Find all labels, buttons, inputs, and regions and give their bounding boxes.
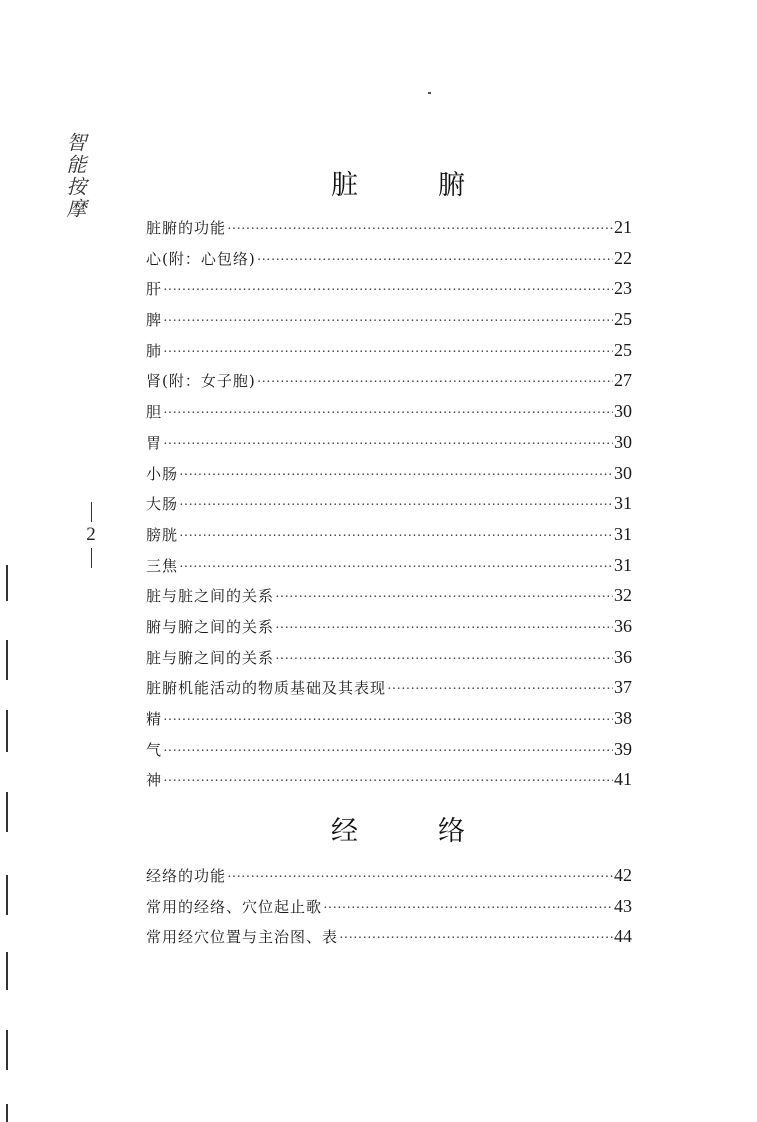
toc-section-jingluo [146, 812, 632, 952]
toc-entry-page: 42 [614, 865, 632, 885]
toc-entry[interactable] [146, 212, 632, 243]
binding-edge-mark [6, 875, 8, 915]
section-heading-left: 经 [331, 816, 358, 847]
toc-entry-page: 25 [614, 309, 632, 330]
toc-entry[interactable] [146, 273, 632, 304]
section-heading-left: 脏 [331, 170, 358, 201]
toc-entry[interactable] [146, 611, 632, 642]
toc-entry-label: 肺 [146, 341, 163, 360]
section-heading [164, 166, 632, 206]
folio-rule-bottom [91, 548, 92, 568]
toc-entry-page: 31 [614, 554, 632, 575]
toc-entry[interactable] [146, 304, 632, 335]
toc-entry[interactable] [146, 734, 632, 765]
toc-entry-label: 肾(附：女子胞) [146, 372, 256, 391]
toc-entry-label: 胆 [146, 403, 163, 422]
section-heading-right: 腑 [438, 170, 465, 201]
toc-entry-page: 38 [614, 708, 632, 728]
binding-edge-mark [6, 792, 8, 832]
toc-entry[interactable] [146, 921, 632, 952]
dot-leader [163, 307, 613, 338]
print-speck [428, 92, 431, 94]
dot-leader [179, 522, 613, 553]
toc-entry-label: 三焦 [146, 556, 179, 575]
toc-entry-page: 23 [614, 278, 632, 299]
binding-edge-mark [6, 565, 8, 601]
toc-entry[interactable] [146, 488, 632, 519]
toc-entry[interactable] [146, 672, 632, 703]
toc-entry[interactable] [146, 396, 632, 427]
dot-leader [257, 246, 613, 277]
toc-list [146, 212, 632, 795]
dot-leader [163, 276, 613, 307]
toc-entry-page: 21 [614, 217, 632, 237]
folio-rule-top [91, 502, 92, 522]
toc-section-zangfu [146, 166, 632, 795]
toc-list [146, 860, 632, 952]
toc-entry-label: 精 [146, 710, 163, 728]
section-heading-right: 络 [438, 816, 465, 847]
toc-entry[interactable] [146, 550, 632, 581]
dot-leader [227, 215, 613, 246]
binding-edge-mark [6, 640, 8, 680]
dot-leader [163, 338, 613, 369]
toc-entry-page: 31 [614, 493, 632, 514]
toc-entry-label: 脏腑的功能 [146, 219, 227, 237]
toc-entry-page: 44 [614, 926, 632, 947]
toc-entry-label: 膀胱 [146, 525, 179, 544]
binding-edge-mark [6, 1030, 8, 1070]
dot-leader [163, 430, 613, 461]
toc-entry-label: 神 [146, 771, 163, 790]
binding-edge-mark [6, 1104, 8, 1122]
dot-leader [163, 737, 613, 768]
toc-entry-label: 脾 [146, 311, 163, 330]
toc-entry-label: 经络的功能 [146, 867, 227, 885]
toc-entry-page: 43 [614, 895, 632, 916]
dot-leader [323, 894, 613, 925]
toc-entry-label: 常用的经络、穴位起止歌 [146, 897, 323, 916]
dot-leader [387, 675, 613, 706]
toc-entry[interactable] [146, 335, 632, 366]
toc-entry-label: 脏与腑之间的关系 [146, 648, 275, 667]
toc-entry-page: 36 [614, 615, 632, 636]
toc-entry[interactable] [146, 642, 632, 673]
toc-entry-label: 胃 [146, 433, 163, 452]
dot-leader [163, 399, 613, 430]
toc-entry-page: 30 [614, 431, 632, 452]
page-number: 2 [86, 524, 96, 545]
toc-entry-label: 心(附：心包络) [146, 249, 256, 268]
binding-edge-mark [6, 952, 8, 990]
toc-entry-page: 41 [614, 769, 632, 790]
toc-entry[interactable] [146, 458, 632, 489]
toc-entry-page: 36 [614, 646, 632, 667]
dot-leader [257, 368, 613, 399]
toc-entry-label: 脏与脏之间的关系 [146, 587, 275, 606]
dot-leader [179, 461, 613, 492]
toc-entry-label: 小肠 [146, 464, 179, 483]
toc-entry[interactable] [146, 860, 632, 891]
toc-entry-page: 39 [614, 738, 632, 759]
toc-entry[interactable] [146, 580, 632, 611]
toc-entry-page: 25 [614, 339, 632, 360]
toc-entry-page: 27 [614, 370, 632, 391]
toc-entry[interactable] [146, 427, 632, 458]
toc-entry-page: 30 [614, 401, 632, 422]
toc-entry[interactable] [146, 519, 632, 550]
toc-entry[interactable] [146, 243, 632, 274]
toc-entry-label: 脏腑机能活动的物质基础及其表现 [146, 679, 387, 698]
binding-edge-mark [6, 710, 8, 752]
toc-entry-label: 气 [146, 740, 163, 759]
toc-entry[interactable] [146, 764, 632, 795]
toc-entry[interactable] [146, 365, 632, 396]
folio [80, 500, 102, 570]
toc-entry-page: 22 [614, 247, 632, 268]
toc-entry[interactable] [146, 703, 632, 734]
toc-entry-page: 31 [614, 523, 632, 544]
toc-entry-page: 30 [614, 462, 632, 483]
toc-entry-label: 肝 [146, 280, 163, 299]
dot-leader [339, 924, 613, 955]
toc-entry-label: 常用经穴位置与主治图、表 [146, 928, 339, 947]
toc-entry-label: 腑与腑之间的关系 [146, 617, 275, 636]
toc-entry-label: 大肠 [146, 495, 179, 514]
toc-entry-page: 32 [614, 585, 632, 606]
dot-leader [179, 491, 613, 522]
section-heading [164, 812, 632, 852]
dot-leader [163, 706, 613, 737]
dot-leader [275, 614, 613, 645]
dot-leader [275, 645, 613, 676]
dot-leader [227, 863, 613, 894]
dot-leader [179, 553, 613, 584]
dot-leader [275, 583, 613, 614]
running-title: 智能按摩 [63, 132, 87, 220]
toc-entry[interactable] [146, 891, 632, 922]
toc-entry-page: 37 [614, 677, 632, 698]
dot-leader [163, 767, 613, 798]
